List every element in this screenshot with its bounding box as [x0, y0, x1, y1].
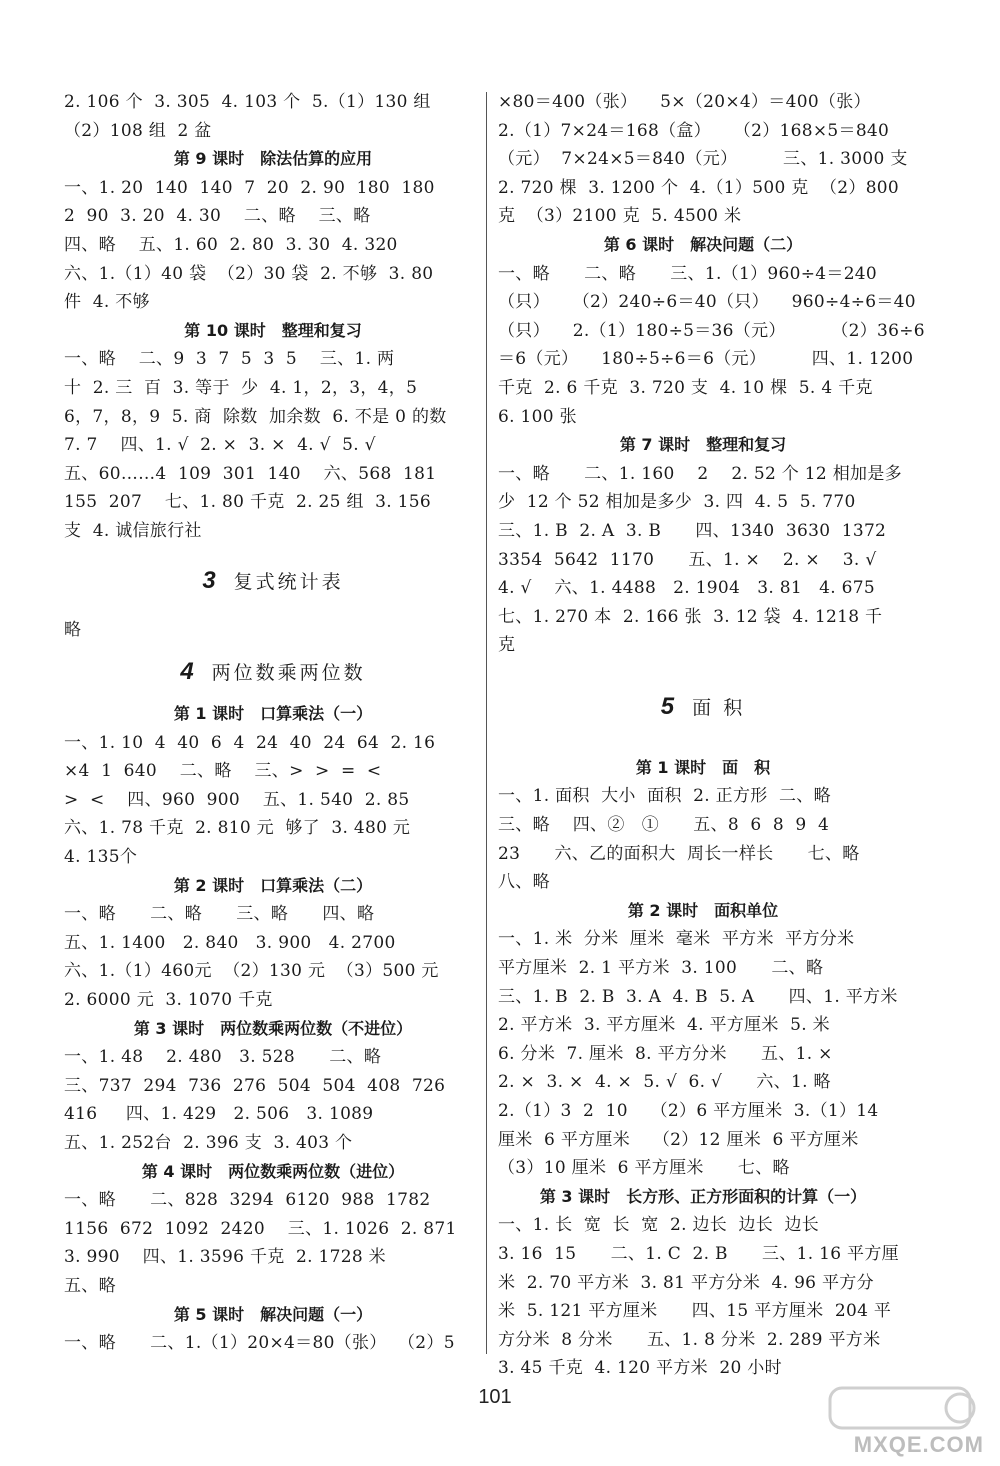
lesson-title: 第 5 课时 解决问题（一） [173, 1304, 373, 1324]
answer-line: （2）108 组 2 盆 [64, 120, 212, 141]
answer-line: 2 90 3. 20 4. 30 二、略 三、略 [64, 206, 371, 227]
chapter-heading [64, 644, 482, 700]
answer-line: 一、1. 长 宽 长 宽 2. 边长 边长 边长 [498, 1215, 820, 1236]
answer-line: 7. 7 四、1. √ 2. × 3. × 4. √ 5. √ [64, 435, 376, 456]
column-divider [486, 92, 487, 1354]
answer-line: 一、略 二、1.（1）20×4＝80（张） （2）5 [64, 1333, 455, 1354]
answer-line: 一、略 二、9 3 7 5 3 5 三、1. 两 [64, 349, 395, 370]
answer-line: 416 四、1. 429 2. 506 3. 1089 [64, 1104, 374, 1125]
answer-line: 六、1.（1）40 袋 （2）30 袋 2. 不够 3. 80 [64, 263, 434, 284]
answer-line: （3）10 厘米 6 平方厘米 七、略 [498, 1158, 790, 1179]
answer-line: 三、737 294 736 276 504 504 408 726 [64, 1075, 446, 1096]
lesson-title: 第 10 课时 整理和复习 [184, 320, 362, 340]
left-column [64, 88, 482, 1358]
answer-line: 克 （3）2100 克 5. 4500 米 [498, 206, 742, 227]
answer-line: 2.（1）3 2 10 （2）6 平方厘米 3.（1）14 [498, 1101, 879, 1121]
answer-line: 三、1. B 2. B 3. A 4. B 5. A 四、1. 平方米 [498, 986, 898, 1007]
answer-line: ×80＝400（张） 5×（20×4）＝400（张） [498, 92, 871, 112]
answer-line: 一、1. 20 140 140 7 20 2. 90 180 180 [64, 177, 435, 198]
answer-line: 米 5. 121 平方厘米 四、15 平方厘米 204 平 [498, 1301, 892, 1322]
answer-line: 五、略 [64, 1275, 116, 1296]
chapter-title: 复式统计表 [233, 570, 344, 593]
answer-line: 七、1. 270 本 2. 166 张 3. 12 袋 4. 1218 千 [498, 606, 883, 627]
chapter-heading [64, 546, 482, 616]
answer-line: 平方厘米 2. 1 平方米 3. 100 二、略 [498, 958, 824, 979]
answer-line: 3. 990 四、1. 3596 千克 2. 1728 米 [64, 1247, 386, 1268]
answer-line: （只） 2.（1）180÷5＝36（元） （2）36÷6 [498, 320, 925, 341]
answer-line: 米 2. 70 平方米 3. 81 平方分米 4. 96 平方分 [498, 1272, 874, 1293]
answer-line: 2. 720 棵 3. 1200 个 4.（1）500 克 （2）800 [498, 177, 900, 198]
answer-line: 2. 106 个 3. 305 4. 103 个 5.（1）130 组 [64, 92, 431, 112]
answer-line: 2.（1）7×24＝168（盒） （2）168×5＝840 [498, 120, 890, 141]
answer-line: 三、1. B 2. A 3. B 四、1340 3630 1372 [498, 520, 887, 541]
lesson-title: 第 3 课时 两位数乘两位数（不进位） [133, 1018, 413, 1038]
answer-line: 一、略 二、828 3294 6120 988 1782 [64, 1190, 431, 1211]
answer-line: 三、略 四、② ① 五、8 6 8 9 4 [498, 815, 830, 836]
chapter-title: 面 积 [692, 696, 746, 719]
answer-line: 3. 16 15 二、1. C 2. B 三、1. 16 平方厘 [498, 1243, 899, 1264]
answer-line: ×4 1 640 二、略 三、> > = < [64, 761, 382, 782]
answer-line: 1156 672 1092 2420 三、1. 1026 2. 871 [64, 1218, 457, 1239]
answer-line: 6. 100 张 [498, 406, 577, 427]
page-number: 101 [478, 1386, 512, 1408]
answer-line: 少 12 个 52 相加是多少 3. 四 4. 5 5. 770 [498, 492, 856, 513]
answer-line: > < 四、960 900 五、1. 540 2. 85 [64, 789, 410, 810]
watermark-logo [800, 1382, 990, 1460]
answer-line: 155 207 七、1. 80 千克 2. 25 组 3. 156 [64, 492, 432, 513]
answer-line: （只） （2）240÷6＝40（只） 960÷4÷6＝40 [498, 292, 916, 313]
lesson-title: 第 2 课时 面积单位 [627, 900, 779, 920]
answer-line: 一、1. 面积 大小 面积 2. 正方形 二、略 [498, 786, 831, 807]
answer-line: 一、1. 米 分米 厘米 毫米 平方米 平方分米 [498, 929, 855, 950]
answer-line: 4. 135个 [64, 847, 138, 868]
chapter-heading [498, 660, 908, 754]
answer-line: 23 六、乙的面积大 周长一样长 七、略 [498, 843, 860, 864]
answer-line: ＝6（元） 180÷5÷6＝6（元） 四、1. 1200 [498, 349, 914, 370]
answer-line: 五、1. 252台 2. 396 支 3. 403 个 [64, 1133, 353, 1153]
answer-line: 千克 2. 6 千克 3. 720 支 4. 10 棵 5. 4 千克 [498, 377, 873, 398]
answer-line: 十 2. 三 百 3. 等于 少 4. 1，2，3，4，5 [64, 377, 418, 398]
chapter-number: 3 [202, 566, 216, 594]
lesson-title: 第 3 课时 长方形、正方形面积的计算（一） [539, 1186, 867, 1206]
lesson-title: 第 6 课时 解决问题（二） [603, 234, 803, 254]
answer-line: 方分米 8 分米 五、1. 8 分米 2. 289 平方米 [498, 1329, 881, 1350]
answer-line: 一、略 二、略 三、略 四、略 [64, 904, 375, 925]
answer-line: 2. × 3. × 4. × 5. √ 6. √ 六、1. 略 [498, 1072, 831, 1093]
right-column [498, 88, 925, 1383]
answer-line: 支 4. 诚信旅行社 [64, 520, 202, 541]
answer-line: 2. 平方米 3. 平方厘米 4. 平方厘米 5. 米 [498, 1015, 830, 1036]
lesson-title: 第 4 课时 两位数乘两位数（进位） [141, 1161, 405, 1181]
answer-line: 五、60……4 109 301 140 六、568 181 [64, 463, 437, 484]
answer-line: 件 4. 不够 [64, 292, 150, 313]
chapter-title: 两位数乘两位数 [211, 662, 366, 685]
chapter-body: 略 [64, 619, 82, 640]
answer-line: 6. 分米 7. 厘米 8. 平方分米 五、1. × [498, 1043, 833, 1064]
answer-line: （元） 7×24×5＝840（元） 三、1. 3000 支 [498, 149, 908, 170]
lesson-title: 第 7 课时 整理和复习 [619, 435, 787, 455]
answer-line: 六、1. 78 千克 2. 810 元 够了 3. 480 元 [64, 818, 411, 839]
answer-line: 一、1. 48 2. 480 3. 528 二、略 [64, 1047, 382, 1068]
answer-line: 6，7，8，9 5. 商 除数 加余数 6. 不是 0 的数 [64, 406, 447, 427]
chapter-number: 5 [660, 692, 675, 720]
answer-line: 3354 5642 1170 五、1. × 2. × 3. √ [498, 549, 877, 570]
lesson-title: 第 1 课时 面 积 [635, 757, 771, 777]
answer-line: 2. 6000 元 3. 1070 千克 [64, 990, 273, 1011]
answer-line: 3. 45 千克 4. 120 平方米 20 小时 [498, 1358, 782, 1379]
lesson-title: 第 1 课时 口算乘法（一） [173, 704, 373, 724]
answer-line: 4. √ 六、1. 4488 2. 1904 3. 81 4. 675 [498, 578, 876, 599]
lesson-title: 第 2 课时 口算乘法（二） [173, 875, 373, 895]
answer-line: 厘米 6 平方厘米 （2）12 厘米 6 平方厘米 [498, 1129, 859, 1150]
chapter-number: 4 [180, 658, 194, 686]
answer-line: 六、1.（1）460元 （2）130 元 （3）500 元 [64, 961, 439, 982]
answer-line: 五、1. 1400 2. 840 3. 900 4. 2700 [64, 932, 396, 953]
lesson-title: 第 9 课时 除法估算的应用 [173, 149, 373, 169]
answer-line: 八、略 [498, 872, 550, 893]
watermark-text: MXQE.COM [853, 1432, 984, 1457]
answer-line: 一、略 二、略 三、1.（1）960÷4＝240 [498, 263, 878, 284]
answer-line: 四、略 五、1. 60 2. 80 3. 30 4. 320 [64, 234, 398, 255]
answer-line: 一、1. 10 4 40 6 4 24 40 24 64 2. 16 [64, 732, 436, 753]
answer-line: 一、略 二、1. 160 2 2. 52 个 12 相加是多 [498, 463, 902, 484]
answer-line: 克 [498, 635, 516, 656]
